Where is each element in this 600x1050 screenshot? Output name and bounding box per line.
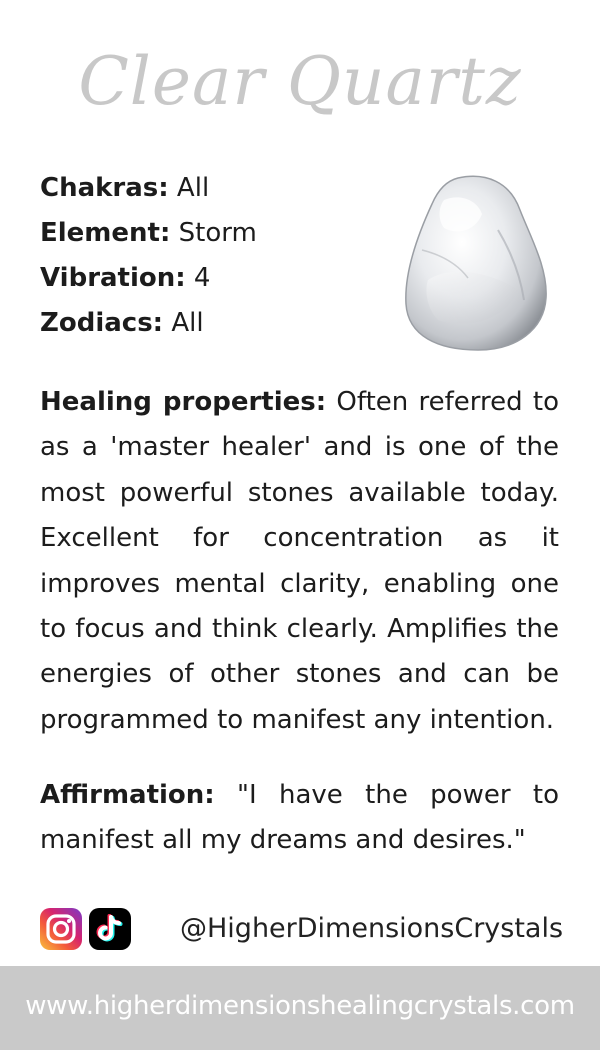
attribute-label: Chakras: — [40, 173, 169, 203]
quartz-stone-image — [398, 170, 550, 354]
attribute-value: Storm — [170, 218, 257, 248]
affirmation-label: Affirmation: — [40, 780, 215, 810]
tiktok-icon[interactable] — [89, 908, 131, 950]
healing-properties-paragraph — [40, 380, 559, 743]
attribute-value: 4 — [185, 263, 211, 293]
footer-bar — [0, 966, 600, 1050]
attribute-label: Vibration: — [40, 263, 186, 293]
affirmation-paragraph — [40, 773, 559, 864]
attribute-vibration — [40, 256, 380, 301]
attribute-chakras — [40, 166, 380, 211]
attribute-value: All — [168, 173, 210, 203]
affirmation-text: "I have the power to manifest all my dreams and desires." — [40, 780, 559, 856]
attribute-label: Zodiacs: — [40, 308, 164, 338]
website-url[interactable]: www.higherdimensionshealingcrystals.com — [25, 991, 575, 1021]
social-handle[interactable]: @HigherDimensionsCrystals — [180, 913, 564, 944]
healing-properties-label: Healing properties: — [40, 387, 327, 417]
social-row — [40, 906, 564, 952]
healing-properties-text: Often referred to as a 'master healer' and is one of the most powerful stones available today. Excellent for concentration as it improves mental clarity, enabling one to focus and think clearly. Amplifies the energies of other stones and can be programmed to manifest any intention. — [40, 387, 559, 735]
instagram-icon[interactable] — [40, 908, 82, 950]
attribute-element — [40, 211, 380, 256]
attribute-value: All — [163, 308, 204, 338]
card-title: Clear Quartz — [78, 43, 522, 120]
attribute-zodiacs — [40, 301, 380, 346]
attributes-list — [40, 166, 380, 346]
attribute-label: Element: — [40, 218, 171, 248]
